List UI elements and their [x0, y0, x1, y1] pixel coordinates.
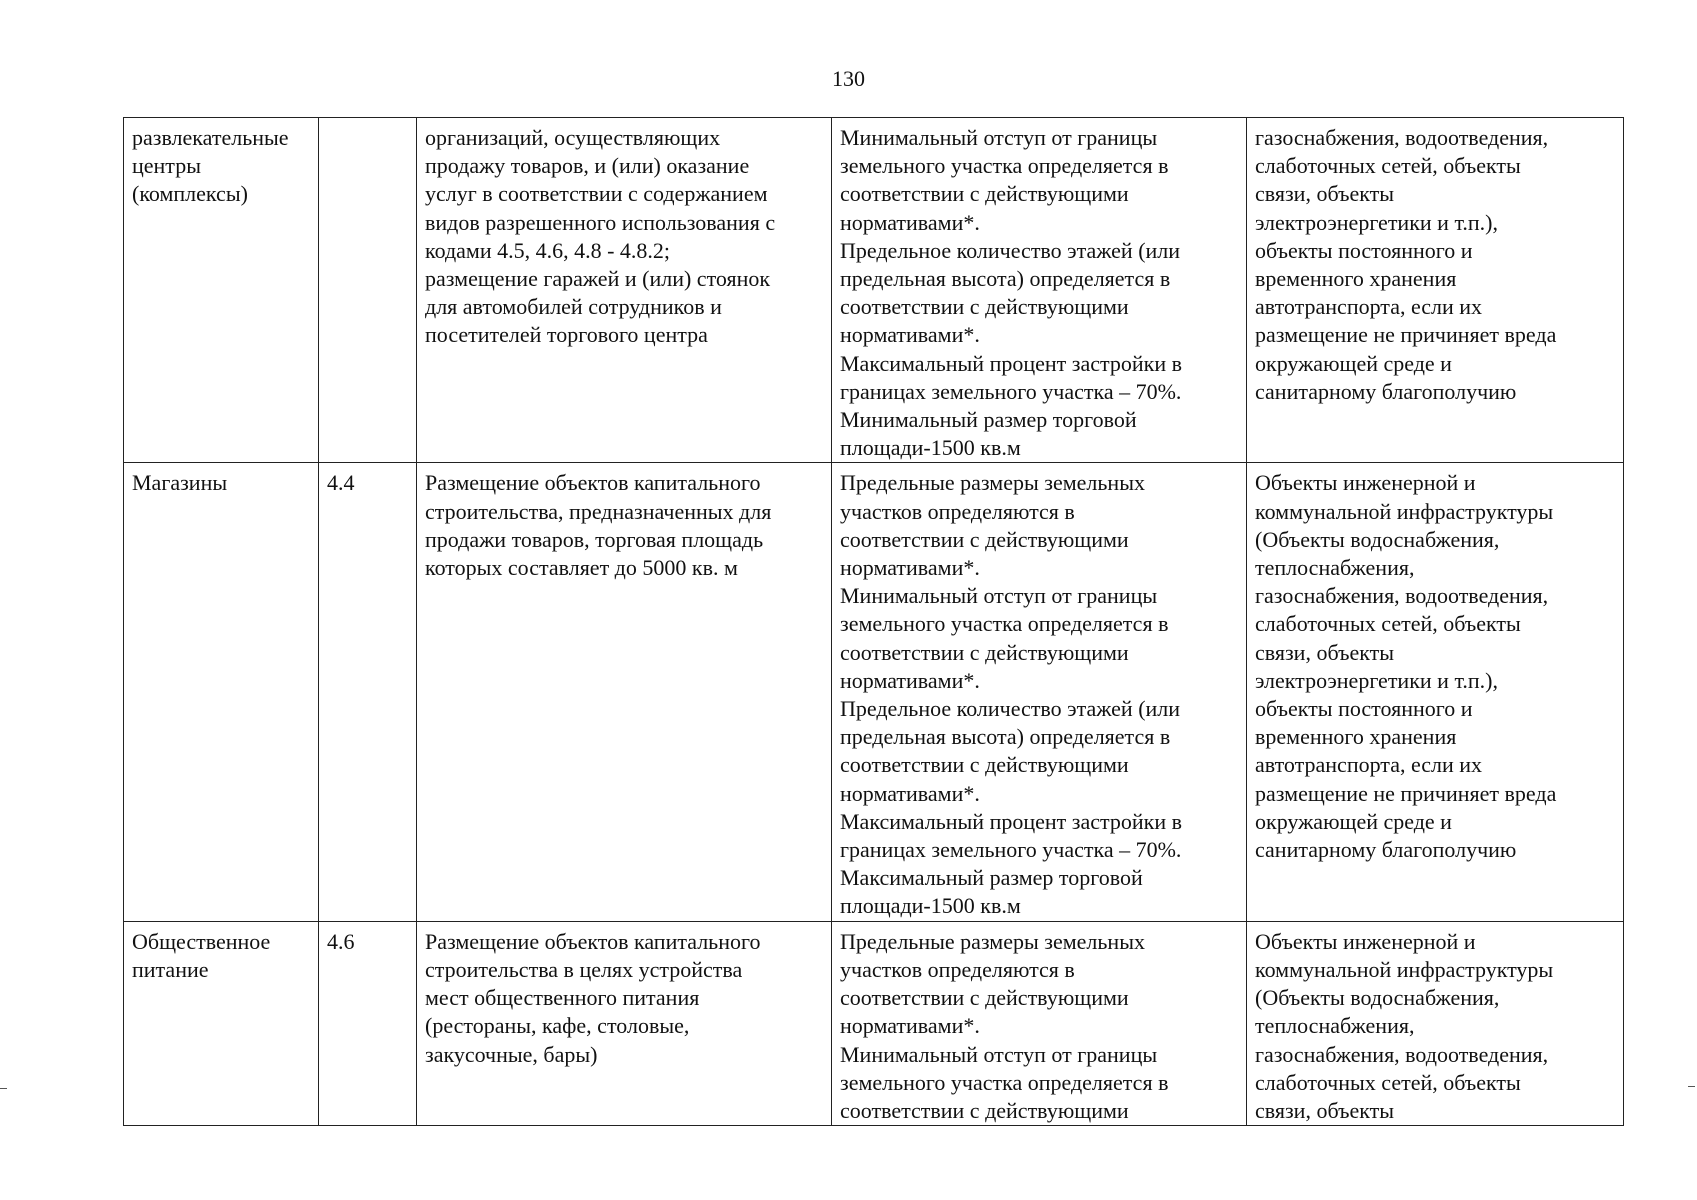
use-name-cell: развлекательные центры (комплексы)	[124, 118, 319, 463]
use-description-cell: Размещение объектов капитального строительства в целях устройства мест общественного питания (рестораны, кафе, столовые, закусочные, бары)	[417, 921, 832, 1125]
use-description-cell: организаций, осуществляющих продажу товаров, и (или) оказание услуг в соответствии с содержанием видов разрешенного использования с кодами 4.5, 4.6, 4.8 - 4.8.2; размещение гаражей и (или) стоянок для автомобилей сотрудников и посетителей торгового центра	[417, 118, 832, 463]
use-description-cell: Размещение объектов капитального строительства, предназначенных для продажи товаров, торговая площадь которых составляет до 5000 кв. м	[417, 463, 832, 921]
scan-edge-mark	[1688, 1086, 1695, 1087]
scan-edge-mark	[0, 1088, 7, 1089]
parameters-cell: Минимальный отступ от границы земельного участка определяется в соответствии с действующими нормативами*. Предельное количество этажей (или предельная высота) определяется в соответствии с действующими нормативами*. Максимальный процент застройки в границах земельного участка – 70%. Минимальный размер торговой площади-1500 кв.м	[832, 118, 1247, 463]
table-row	[124, 118, 1624, 463]
use-name-cell: Общественное питание	[124, 921, 319, 1125]
table-row	[124, 463, 1624, 921]
auxiliary-uses-cell: Объекты инженерной и коммунальной инфраструктуры (Объекты водоснабжения, теплоснабжения, газоснабжения, водоотведения, слаботочных сетей, объекты связи, объекты электроэнергетики и т.п.), объекты постоянного и временного хранения автотранспорта, если их размещение не причиняет вреда окружающей среде и санитарному благополучию	[1247, 463, 1624, 921]
table-row	[124, 921, 1624, 1125]
parameters-cell: Предельные размеры земельных участков определяются в соответствии с действующими нормативами*. Минимальный отступ от границы земельного участка определяется в соответствии с действующими	[832, 921, 1247, 1125]
page-number: 130	[832, 66, 865, 91]
auxiliary-uses-cell: газоснабжения, водоотведения, слаботочных сетей, объекты связи, объекты электроэнергетики и т.п.), объекты постоянного и временного хранения автотранспорта, если их размещение не причиняет вреда окружающей среде и санитарному благополучию	[1247, 118, 1624, 463]
auxiliary-uses-cell: Объекты инженерной и коммунальной инфраструктуры (Объекты водоснабжения, теплоснабжения, газоснабжения, водоотведения, слаботочных сетей, объекты связи, объекты	[1247, 921, 1624, 1125]
use-code-cell: 4.6	[319, 921, 417, 1125]
use-name-cell: Магазины	[124, 463, 319, 921]
land-use-table	[123, 117, 1624, 1126]
use-code-cell: 4.4	[319, 463, 417, 921]
use-code-cell	[319, 118, 417, 463]
parameters-cell: Предельные размеры земельных участков определяются в соответствии с действующими нормативами*. Минимальный отступ от границы земельного участка определяется в соответствии с действующими нормативами*. Предельное количество этажей (или предельная высота) определяется в соответствии с действующими нормативами*. Максимальный процент застройки в границах земельного участка – 70%. Максимальный размер торговой площади-1500 кв.м	[832, 463, 1247, 921]
